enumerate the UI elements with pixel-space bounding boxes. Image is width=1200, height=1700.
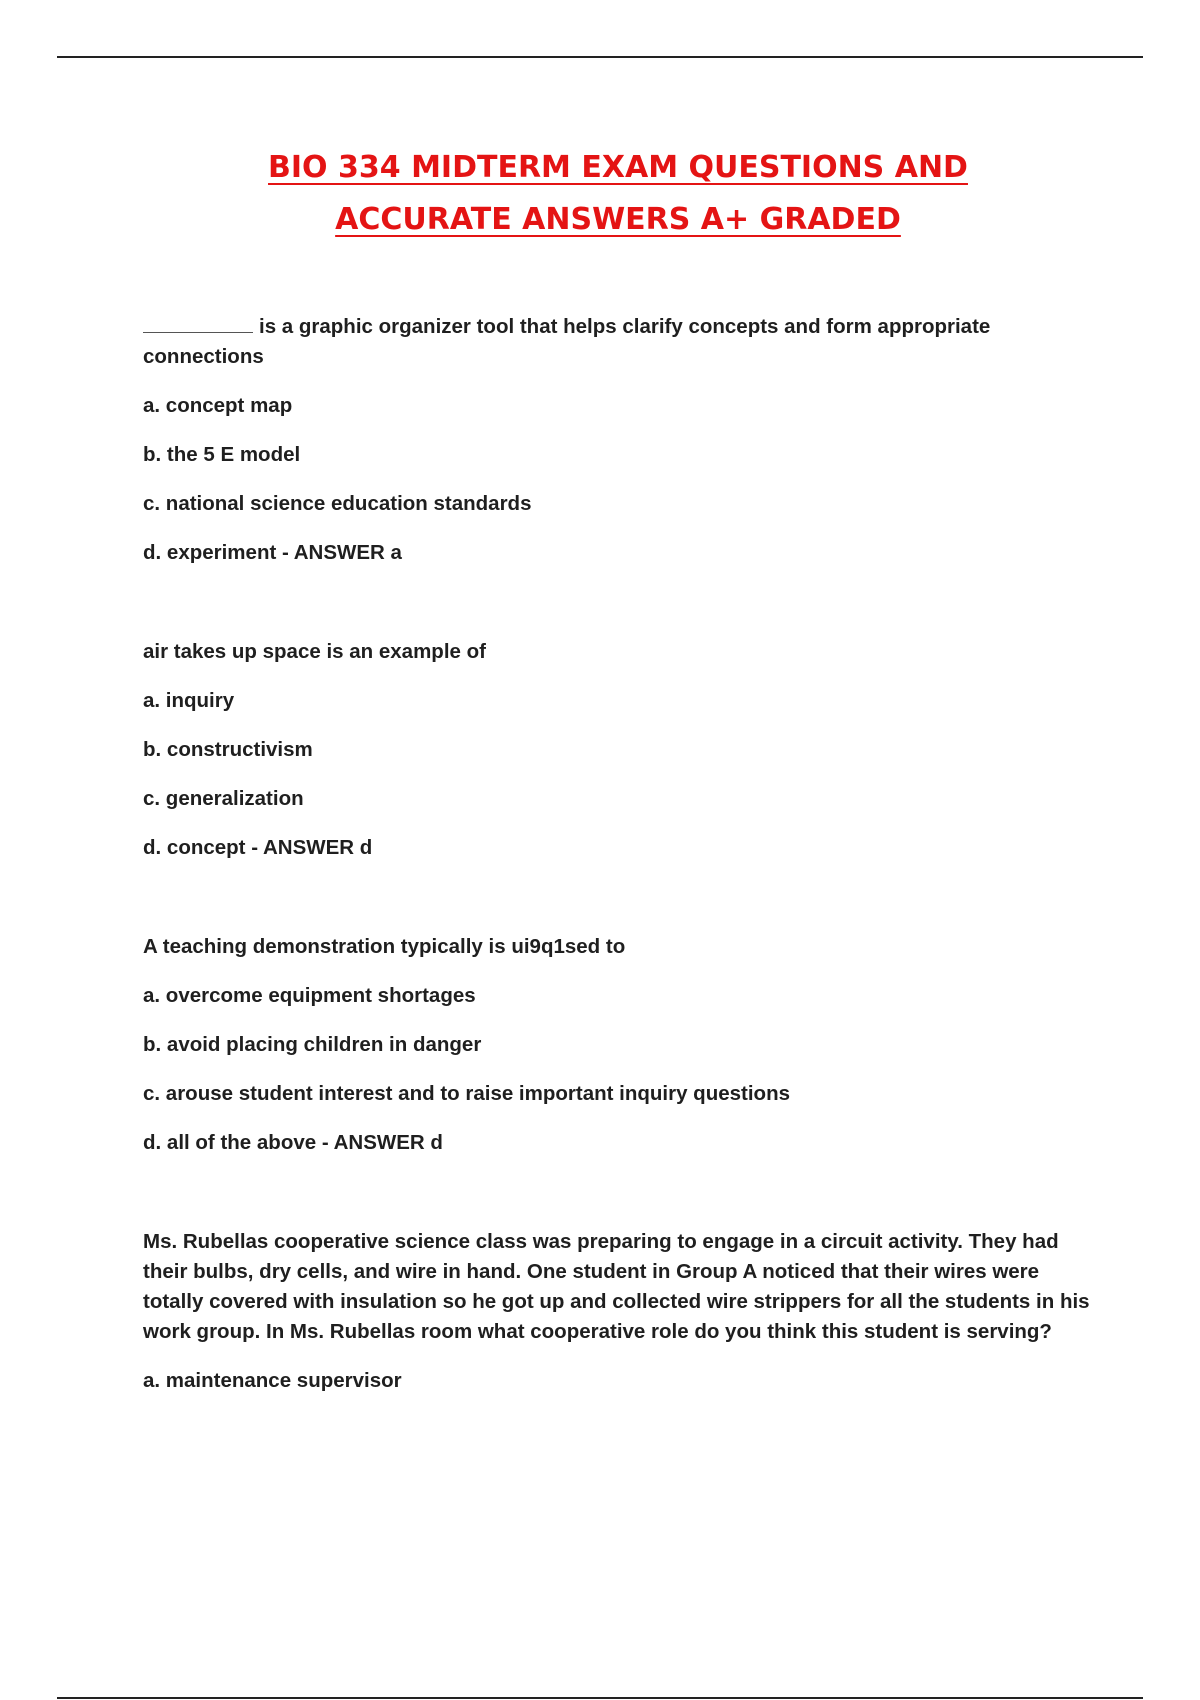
answer-option: d. all of the above - ANSWER d bbox=[143, 1131, 443, 1154]
answer-option: a. maintenance supervisor bbox=[143, 1369, 402, 1392]
answer-option: c. generalization bbox=[143, 787, 304, 810]
answer-option: c. arouse student interest and to raise important inquiry questions bbox=[143, 1082, 791, 1105]
fill-in-blank bbox=[143, 332, 253, 333]
question-2 bbox=[143, 637, 1103, 863]
question-stem: A teaching demonstration typically is ui9q1sed to bbox=[143, 935, 626, 958]
answer-option: c. national science education standards bbox=[143, 492, 532, 515]
question-4 bbox=[143, 1227, 1103, 1396]
answer-option: a. concept map bbox=[143, 394, 293, 417]
answer-option: b. the 5 E model bbox=[143, 443, 301, 466]
question-stem-text: is a graphic organizer tool that helps clarify concepts and form appropriate connections bbox=[143, 315, 991, 368]
document-title bbox=[0, 142, 1200, 246]
answer-option: b. avoid placing children in danger bbox=[143, 1033, 482, 1056]
question-1 bbox=[143, 312, 1103, 568]
title-line-1: BIO 334 MIDTERM EXAM QUESTIONS AND bbox=[268, 150, 968, 185]
answer-option: a. overcome equipment shortages bbox=[143, 984, 476, 1007]
answer-option: d. experiment - ANSWER a bbox=[143, 541, 402, 564]
answer-option: b. constructivism bbox=[143, 738, 313, 761]
question-stem: Ms. Rubellas cooperative science class was preparing to engage in a circuit activity. They had their bulbs, dry cells, and wire in hand. One student in Group A noticed that their wires were totally covered with insulation so he got up and collected wire strippers for all the students in his work group. In Ms. Rubellas room what cooperative role do you think this student is serving? bbox=[143, 1230, 1090, 1343]
answer-option: d. concept - ANSWER d bbox=[143, 836, 373, 859]
question-list bbox=[143, 312, 1103, 1415]
top-divider bbox=[57, 56, 1143, 58]
title-line-2: ACCURATE ANSWERS A+ GRADED bbox=[335, 202, 901, 237]
question-3 bbox=[143, 932, 1103, 1158]
question-stem bbox=[143, 312, 1103, 372]
bottom-divider bbox=[57, 1697, 1143, 1699]
question-stem: air takes up space is an example of bbox=[143, 640, 486, 663]
answer-option: a. inquiry bbox=[143, 689, 235, 712]
